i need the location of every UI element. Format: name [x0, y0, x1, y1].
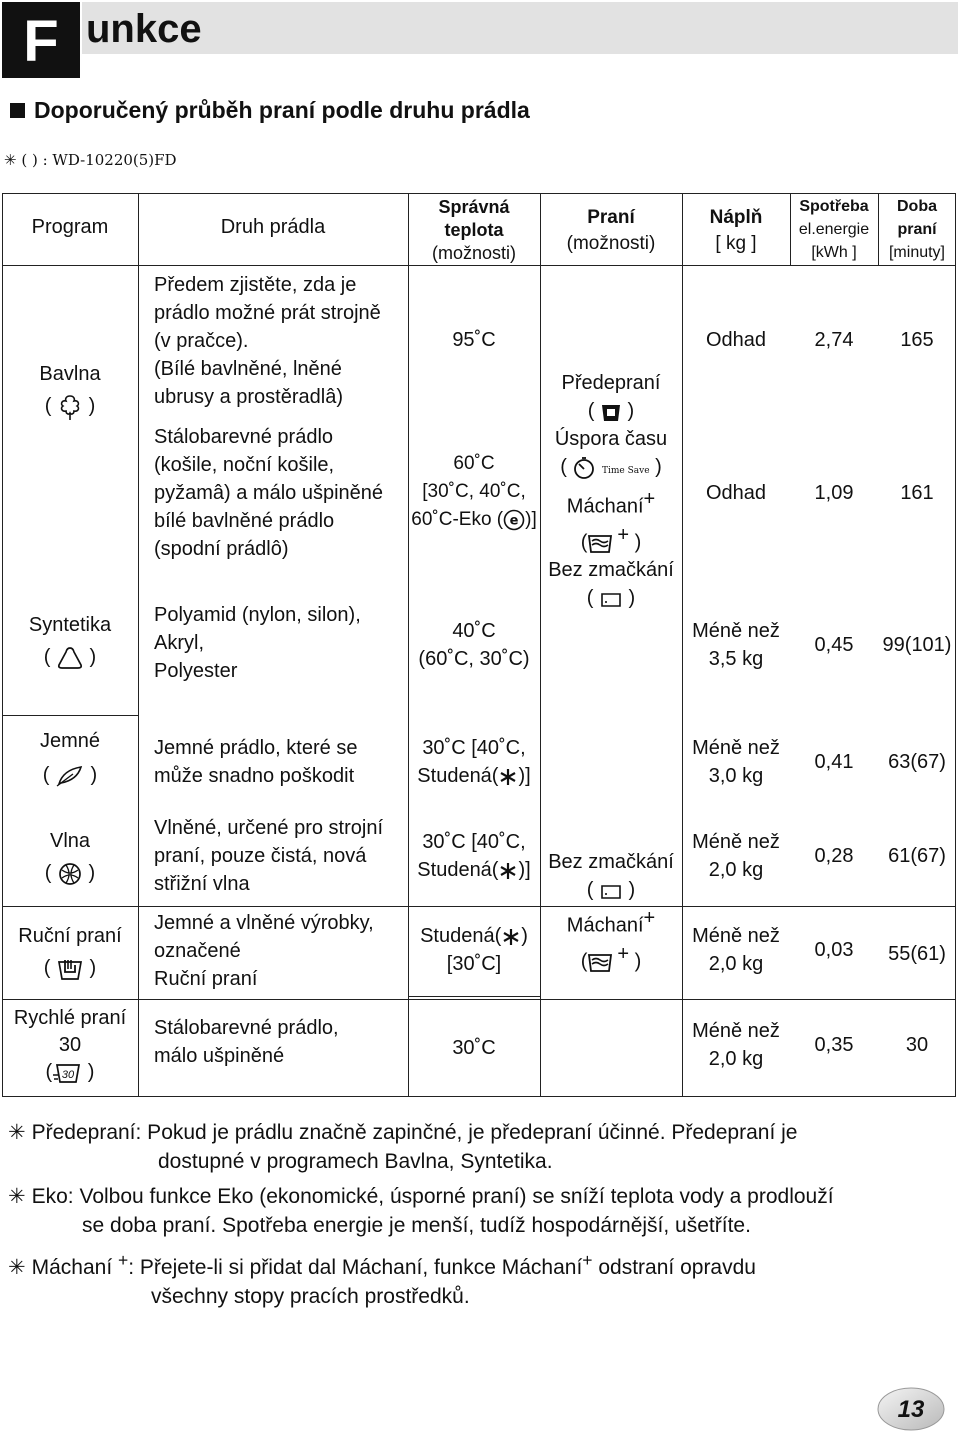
- synthetic-load: Méně než 3,5 kg: [692, 620, 780, 670]
- quick-30-icon-label: 30: [62, 1068, 75, 1081]
- cotton-load-1: Odhad: [705, 329, 767, 351]
- synthetic-energy: 0,45: [814, 634, 854, 656]
- hand-wash-time: 55(61): [888, 943, 946, 965]
- no-crease-icon: [599, 588, 623, 610]
- program-synthetic: Syntetika ( ): [2, 611, 138, 671]
- chapter-letter: F: [2, 2, 80, 78]
- header-time: Doba praní [minuty]: [888, 198, 945, 261]
- footnote-eco: ✳ Eko: Volbou funkce Eko (ekonomické, úsporné praní) se sníží teplota vody a prodlouží se doba praní. Spotřeba energie je menší, tudíž hospodárnější, ušetříte.: [8, 1184, 834, 1237]
- delicate-laundry: Jemné prádlo, které se může snadno poškodit: [154, 737, 358, 787]
- header-wash: Praní (možnosti): [566, 207, 656, 254]
- wool-temp: 30˚C [40˚C, Studená( )]: [417, 831, 531, 881]
- wash-options-cotton-synthetic: Předepraní ( ) Úspora času ( Time Save ) Máchaní+ ( + ) Bez zmačkání ( ): [548, 372, 674, 610]
- hand-wash-laundry: Jemné a vlněné výrobky, označené Ruční praní: [154, 912, 374, 990]
- cotton-time-2: 161: [900, 482, 934, 504]
- cotton-energy-1: 2,74: [814, 329, 854, 351]
- header-temperature: Správná teplota (možnosti): [431, 197, 516, 263]
- cold-icon: [498, 767, 518, 787]
- header-load: Náplň [ kg ]: [709, 207, 763, 254]
- cotton-time-1: 165: [900, 329, 934, 351]
- square-bullet-icon: [10, 103, 25, 118]
- quick-30-icon: [52, 1061, 82, 1085]
- cold-icon: [498, 861, 518, 881]
- program-cotton: Bavlna ( ): [2, 360, 138, 421]
- synthetic-laundry: Polyamid (nylon, silon), Akryl, Polyester: [154, 604, 361, 682]
- page-header: [0, 0, 960, 80]
- hand-wash-energy: 0,03: [814, 939, 854, 961]
- quick-energy: 0,35: [814, 1034, 854, 1056]
- rinse-plus-icon: [587, 531, 617, 555]
- cold-icon: [501, 927, 521, 947]
- synthetic-time: 99(101): [882, 634, 952, 656]
- wool-laundry: Vlněné, určené pro strojní praní, pouze čistá, nová střižní vlna: [154, 817, 384, 895]
- cotton-energy-2: 1,09: [814, 482, 854, 504]
- footnote-rinse-plus: ✳ Máchaní +: Přejete-li si přidat dal Máchaní, funkce Máchaní+ odstraní opravdu všechny stopy pracích prostředků.: [8, 1250, 756, 1308]
- page-number-badge: [876, 1386, 946, 1432]
- eco-icon: [503, 509, 525, 531]
- cotton-icon: [57, 393, 83, 421]
- timesave-label: Time Save: [602, 466, 650, 476]
- cotton-laundry-1: Předem zjistěte, zda je prádlo možné prát strojně (v pračce). (Bílé bavlněné, lněné ubrusy a prostěradlâ): [154, 274, 381, 408]
- quick-time: 30: [905, 1034, 929, 1056]
- wool-time: 61(67): [888, 845, 946, 867]
- cotton-temp-1: 95˚C: [452, 329, 496, 351]
- delicate-load: Méně než 3,0 kg: [692, 737, 780, 787]
- wool-load: Méně než 2,0 kg: [692, 831, 780, 881]
- program-quick-30: Rychlé praní 30 ( 30 ): [13, 1007, 127, 1083]
- header-laundry: Druh prádla: [220, 216, 326, 238]
- timer-icon: [572, 456, 596, 480]
- feather-icon: [55, 764, 85, 788]
- cotton-load-2: Odhad: [705, 482, 767, 504]
- hand-wash-icon: [56, 956, 84, 982]
- rinse-plus-icon: [587, 950, 617, 974]
- footnote-prewash: ✳ Předepraní: Pokud je prádlu značně zapinčné, je předepraní účinné. Předepraní je dostupné v programech Bavlna, Syntetika.: [8, 1120, 798, 1173]
- cotton-laundry-2: Stálobarevné prádlo (košile, noční košile, pyžamâ) a málo ušpiněné bílé bavlněné prádlo (spodní prádlô): [154, 426, 384, 560]
- quick-load: Méně než 2,0 kg: [692, 1020, 780, 1070]
- cotton-temp-2: 60˚C [30˚C, 40˚C, 60˚C-Eko ( e )]: [411, 453, 537, 530]
- program-hand-wash: Ruční praní ( ): [2, 922, 138, 982]
- no-crease-icon: [599, 880, 623, 902]
- quick-laundry: Stálobarevné prádlo, málo ušpiněné: [154, 1017, 339, 1067]
- wool-energy: 0,28: [814, 845, 854, 867]
- hand-wash-temp: Studená( ) [30˚C]: [420, 925, 528, 975]
- wash-program-table: [2, 193, 956, 1097]
- synthetic-temp: 40˚C (60˚C, 30˚C): [418, 620, 530, 670]
- program-wool: Vlna ( ): [2, 827, 138, 887]
- hand-wash-load: Méně než 2,0 kg: [692, 925, 780, 975]
- delicate-temp: 30˚C [40˚C, Studená( )]: [417, 737, 531, 787]
- page-number: 13: [897, 1396, 925, 1423]
- delicate-energy: 0,41: [814, 751, 854, 773]
- quick-temp: 30˚C: [452, 1037, 496, 1059]
- header-program: Program: [31, 216, 109, 238]
- delicate-time: 63(67): [888, 751, 946, 773]
- header-energy: Spotřeba el.energie [kWh ]: [798, 198, 870, 261]
- section-title: Doporučený průběh praní podle druhu prádla: [10, 94, 530, 126]
- wool-icon: [57, 861, 83, 887]
- program-delicate: Jemné ( ): [39, 730, 101, 786]
- model-note: ✳ ( ) : WD-10220(5)FD: [4, 151, 177, 169]
- prewash-icon: [600, 401, 622, 423]
- wash-options-wool-hand: Bez zmačkání ( ) Máchaní+ ( + ): [548, 851, 674, 973]
- synthetic-icon: [56, 645, 84, 671]
- header-band: [82, 2, 958, 54]
- svg-text:e: e: [509, 513, 519, 529]
- chapter-title: unkce: [86, 7, 202, 51]
